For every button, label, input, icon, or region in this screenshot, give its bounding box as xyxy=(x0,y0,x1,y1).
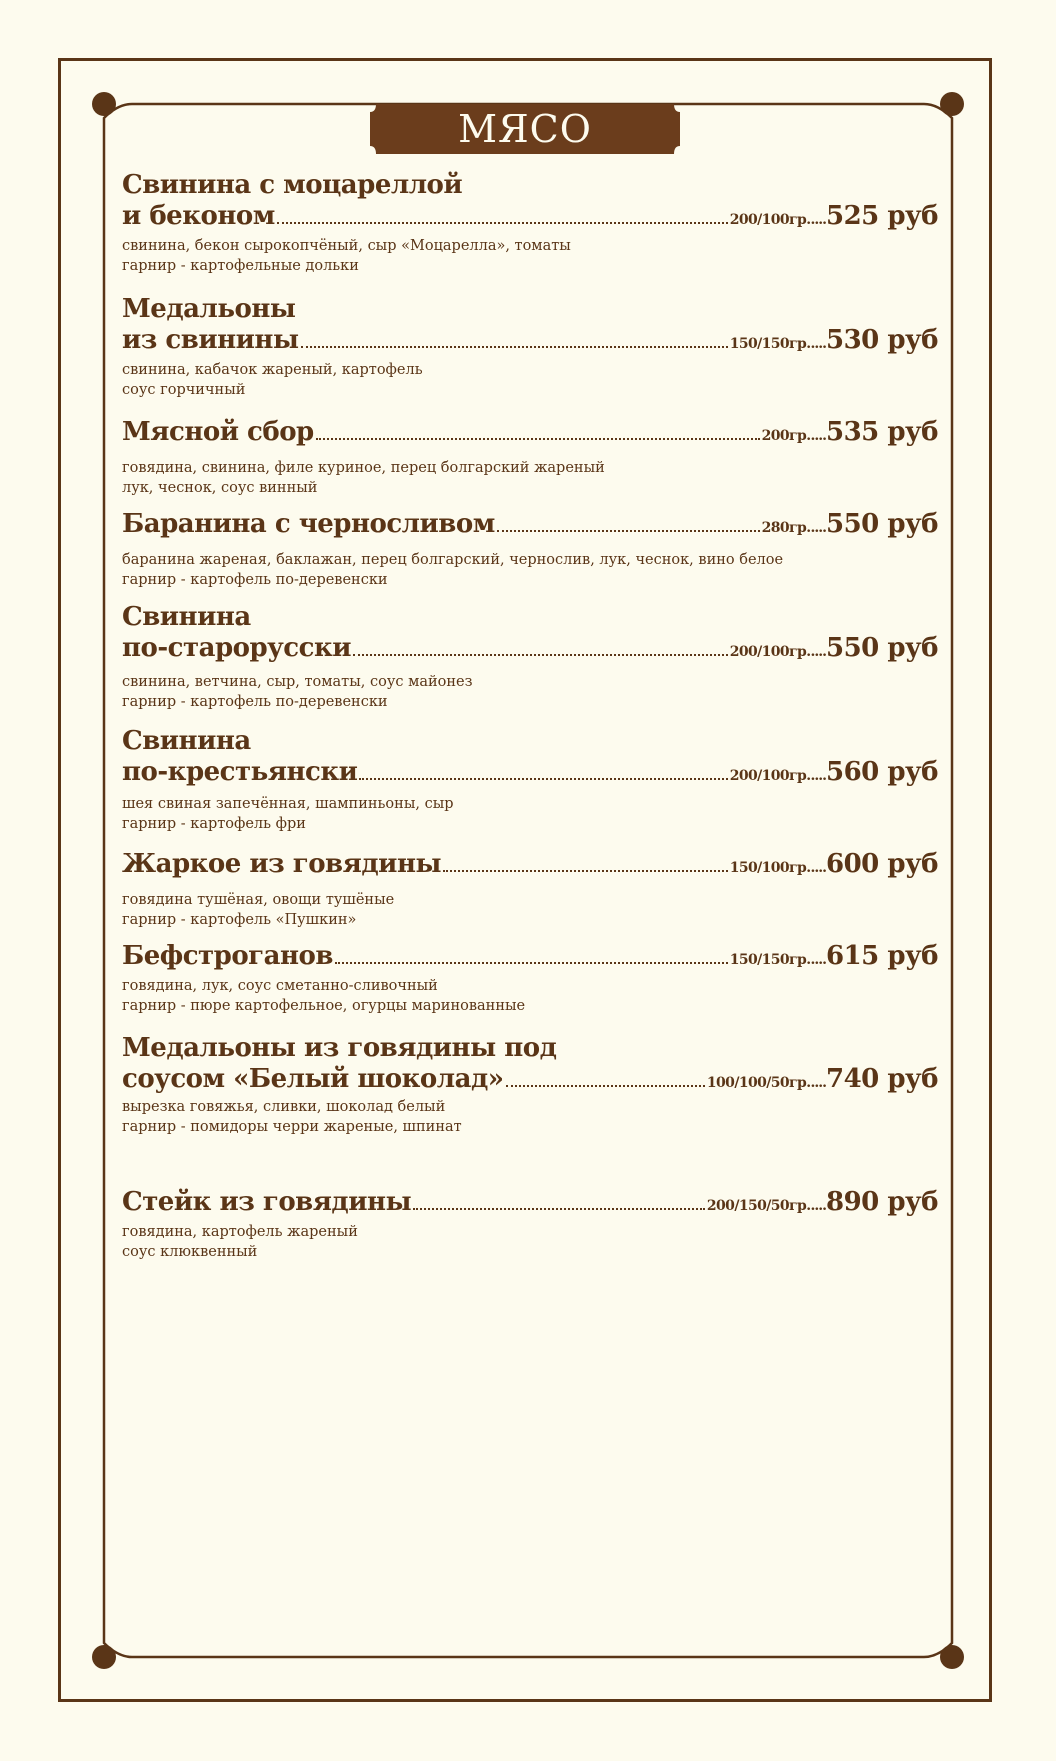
item-price: 525 руб xyxy=(826,201,938,231)
item-name-line2: соусом «Белый шоколад» xyxy=(122,1064,504,1094)
dotted-leader-short: .... xyxy=(810,768,826,784)
dotted-leader xyxy=(277,208,728,224)
item-description-line2: гарнир - пюре картофельное, огурцы маринованные xyxy=(122,998,526,1014)
item-weight: 200/150/50гр. xyxy=(706,1198,811,1214)
item-name-row xyxy=(122,509,938,540)
item-description-line1: баранина жареная, баклажан, перец болгарский, чернослив, лук, чеснок, вино белое xyxy=(122,552,784,568)
item-name-row xyxy=(122,941,938,972)
item-description-line1: говядина, свинина, филе куриное, перец болгарский жареный xyxy=(122,460,605,476)
item-description-line2: гарнир - картофельные дольки xyxy=(122,258,359,274)
item-name-line1: Свинина xyxy=(122,602,251,632)
item-name: Мясной сбор xyxy=(122,417,314,447)
dotted-leader xyxy=(359,764,727,780)
item-description-line2: гарнир - картофель по-деревенски xyxy=(122,694,388,710)
section-title-banner xyxy=(370,104,680,154)
corner-ornament-bottom-right xyxy=(940,1645,964,1669)
item-description-line1: шея свиная запечённая, шампиньоны, сыр xyxy=(122,796,454,812)
item-name-line2: из свинины xyxy=(122,325,299,355)
item-name-row xyxy=(122,849,938,880)
menu-item xyxy=(122,417,938,498)
item-weight: 200/100гр. xyxy=(729,644,811,660)
menu-item xyxy=(122,170,938,276)
dotted-leader-short: .... xyxy=(810,644,826,660)
item-name-row xyxy=(122,417,938,448)
dotted-leader-short: .... xyxy=(810,336,826,352)
item-name: Стейк из говядины xyxy=(122,1187,412,1217)
item-weight: 280гр. xyxy=(761,520,811,536)
item-price: 740 руб xyxy=(826,1064,938,1094)
item-description-line2: соус горчичный xyxy=(122,382,246,398)
item-weight: 150/150гр. xyxy=(729,952,811,968)
item-name: Баранина с черносливом xyxy=(122,509,495,539)
item-price: 890 руб xyxy=(826,1187,938,1217)
menu-item xyxy=(122,294,938,400)
dotted-leader xyxy=(497,516,760,532)
item-description-line2: гарнир - картофель «Пушкин» xyxy=(122,912,357,928)
dotted-leader xyxy=(316,424,760,440)
item-weight: 150/100гр. xyxy=(729,860,811,876)
item-name-line1: Свинина xyxy=(122,726,251,756)
item-name: Жаркое из говядины xyxy=(122,849,442,879)
section-title: МЯСО xyxy=(458,107,592,151)
corner-ornament-top-right xyxy=(940,92,964,116)
dotted-leader xyxy=(506,1071,705,1087)
corner-ornament-bottom-left xyxy=(92,1645,116,1669)
dotted-leader xyxy=(443,856,728,872)
item-weight: 200/100гр. xyxy=(729,212,811,228)
item-description-line1: свинина, ветчина, сыр, томаты, соус майонез xyxy=(122,674,473,690)
item-weight: 150/150гр. xyxy=(729,336,811,352)
item-name-row xyxy=(122,201,938,232)
item-name-line2: по-крестьянски xyxy=(122,757,358,787)
item-price: 550 руб xyxy=(826,509,938,539)
item-description-line2: гарнир - картофель фри xyxy=(122,816,306,832)
item-name-line2: по-старорусски xyxy=(122,633,352,663)
item-weight: 200/100гр. xyxy=(729,768,811,784)
item-price: 530 руб xyxy=(826,325,938,355)
item-description-line1: говядина тушёная, овощи тушёные xyxy=(122,892,395,908)
dotted-leader xyxy=(301,332,728,348)
item-name-row xyxy=(122,325,938,356)
item-price: 560 руб xyxy=(826,757,938,787)
menu-item xyxy=(122,726,938,834)
item-description-line2: лук, чеснок, соус винный xyxy=(122,480,318,496)
item-description-line1: свинина, бекон сырокопчёный, сыр «Моцарелла», томаты xyxy=(122,238,571,254)
item-price: 615 руб xyxy=(826,941,938,971)
menu-item xyxy=(122,1187,938,1262)
dotted-leader xyxy=(413,1194,705,1210)
dotted-leader-short: .... xyxy=(810,212,826,228)
item-weight: 200гр. xyxy=(761,428,811,444)
item-price: 600 руб xyxy=(826,849,938,879)
item-name-row xyxy=(122,757,938,788)
menu-item xyxy=(122,849,938,930)
item-price: 535 руб xyxy=(826,417,938,447)
item-description-line2: соус клюквенный xyxy=(122,1244,258,1260)
menu-item xyxy=(122,509,938,590)
dotted-leader-short: .... xyxy=(810,428,826,444)
dotted-leader-short: .... xyxy=(810,952,826,968)
item-name-row xyxy=(122,1187,938,1218)
menu-item xyxy=(122,1033,938,1137)
item-name: Бефстроганов xyxy=(122,941,333,971)
dotted-leader xyxy=(353,640,728,656)
corner-ornament-top-left xyxy=(92,92,116,116)
item-name-line2: и беконом xyxy=(122,201,275,231)
menu-item xyxy=(122,602,938,712)
item-name-row xyxy=(122,1064,938,1095)
dotted-leader-short: .... xyxy=(810,1198,826,1214)
item-description-line1: говядина, лук, соус сметанно-сливочный xyxy=(122,978,438,994)
dotted-leader-short: .... xyxy=(810,860,826,876)
item-description-line2: гарнир - картофель по-деревенски xyxy=(122,572,388,588)
item-name-line1: Медальоны xyxy=(122,294,296,324)
item-name-row xyxy=(122,633,938,664)
item-weight: 100/100/50гр. xyxy=(706,1075,811,1091)
menu-item xyxy=(122,941,938,1016)
dotted-leader xyxy=(335,948,728,964)
item-description-line1: говядина, картофель жареный xyxy=(122,1224,358,1240)
item-description-line1: свинина, кабачок жареный, картофель xyxy=(122,362,423,378)
item-name-line1: Медальоны из говядины под xyxy=(122,1033,557,1063)
item-description-line1: вырезка говяжья, сливки, шоколад белый xyxy=(122,1099,446,1115)
item-description-line2: гарнир - помидоры черри жареные, шпинат xyxy=(122,1119,462,1135)
item-name-line1: Свинина с моцареллой xyxy=(122,170,463,200)
dotted-leader-short: .... xyxy=(810,520,826,536)
dotted-leader-short: .... xyxy=(810,1075,826,1091)
item-price: 550 руб xyxy=(826,633,938,663)
